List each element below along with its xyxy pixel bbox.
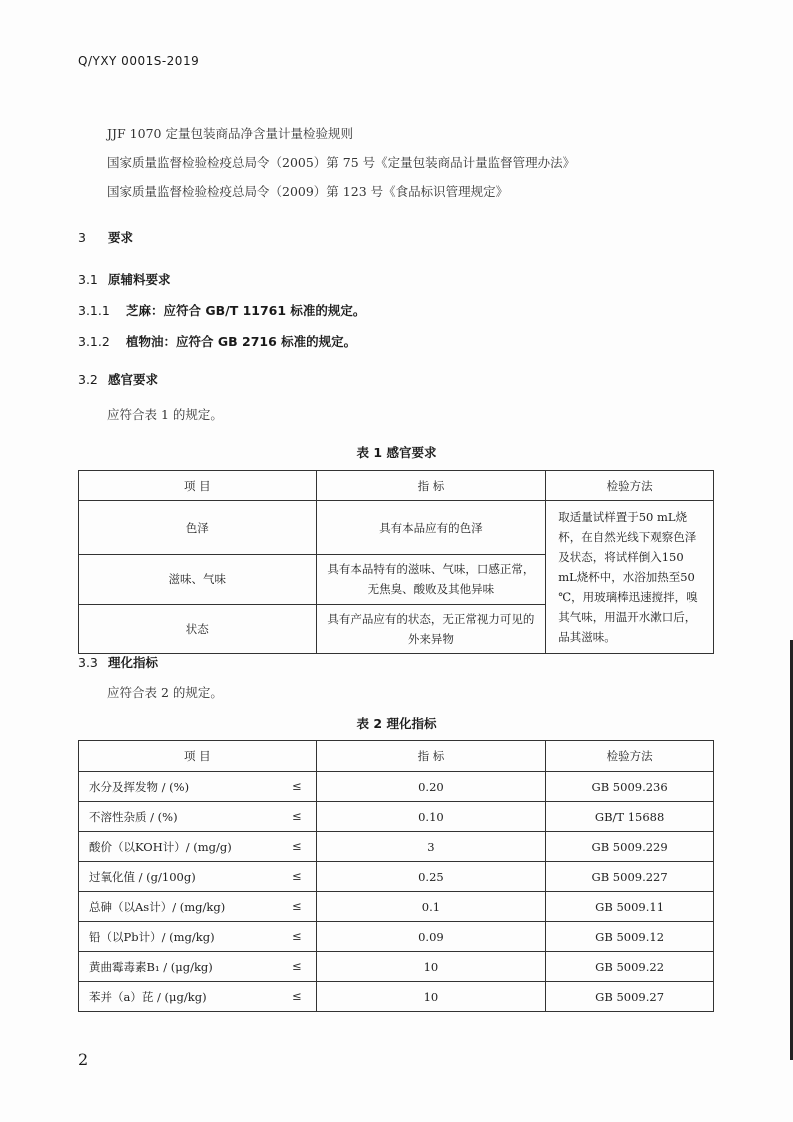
- item-label: 水分及挥发物 / (%): [89, 779, 190, 794]
- table-cell-value: 0.09: [316, 922, 546, 952]
- table-row: [79, 952, 714, 982]
- table-cell-method: GB 5009.12: [546, 922, 714, 952]
- sensory-requirements-table: [78, 470, 714, 654]
- section-title: 要求: [108, 230, 134, 245]
- table-cell-item: 滋味、气味: [79, 555, 317, 605]
- section-3-2-text: 应符合表 1 的规定。: [107, 407, 223, 422]
- table-cell-value: 0.20: [316, 772, 546, 802]
- table-cell-spec: 具有本品应有的色泽: [316, 501, 546, 555]
- table-row: [79, 892, 714, 922]
- table-2-caption: 表 2 理化指标: [356, 716, 437, 731]
- table-cell-value: 3: [316, 832, 546, 862]
- column-header-method: 检验方法: [546, 741, 714, 772]
- item-label: 铅（以Pb计）/ (mg/kg): [89, 929, 215, 944]
- section-3-1-heading: [78, 270, 171, 288]
- table-cell-item: [79, 772, 317, 802]
- section-3-1-2-heading: [78, 332, 356, 350]
- section-3-2-heading: [78, 370, 158, 388]
- table-cell-item: [79, 922, 317, 952]
- table-header-row: [79, 471, 714, 501]
- table-cell-method: 取适量试样置于50 mL烧杯，在自然光线下观察色泽及状态，将试样倒入150 mL烧杯中，水浴加热至50 ℃，用玻璃棒迅速搅拌，嗅其气味，用温开水漱口后，品其滋味。: [546, 501, 714, 654]
- section-number: 3: [78, 230, 86, 245]
- less-equal-symbol: ≤: [291, 838, 302, 853]
- table-cell-item: [79, 892, 317, 922]
- table-cell-value: 0.25: [316, 862, 546, 892]
- item-label: 不溶性杂质 / (%): [89, 809, 178, 824]
- table-cell-value: 10: [316, 952, 546, 982]
- table-row: [79, 802, 714, 832]
- table-cell-item: 状态: [79, 604, 317, 654]
- less-equal-symbol: ≤: [291, 868, 302, 883]
- table-cell-method: GB 5009.227: [546, 862, 714, 892]
- table-cell-method: GB/T 15688: [546, 802, 714, 832]
- table-cell-item: [79, 802, 317, 832]
- section-number: 3.2: [78, 372, 98, 387]
- section-3-3-text: 应符合表 2 的规定。: [107, 685, 223, 700]
- less-equal-symbol: ≤: [291, 808, 302, 823]
- table-cell-item: [79, 952, 317, 982]
- table-cell-value: 0.1: [316, 892, 546, 922]
- table-cell-spec: 具有产品应有的状态，无正常视力可见的外来异物: [316, 604, 546, 654]
- less-equal-symbol: ≤: [291, 898, 302, 913]
- section-title: 感官要求: [108, 372, 159, 387]
- reference-order-123: 国家质量监督检验检疫总局令（2009）第 123 号《食品标识管理规定》: [107, 184, 509, 199]
- table-row: [79, 862, 714, 892]
- table-cell-method: GB 5009.22: [546, 952, 714, 982]
- section-3-3-heading: [78, 653, 158, 671]
- table-row: [79, 501, 714, 555]
- page-number: 2: [78, 1050, 89, 1069]
- table-cell-method: GB 5009.11: [546, 892, 714, 922]
- column-header-item: 项 目: [79, 741, 317, 772]
- table-row: [79, 922, 714, 952]
- section-title: 理化指标: [108, 655, 159, 670]
- item-label: 酸价（以KOH计）/ (mg/g): [89, 839, 232, 854]
- section-number: 3.1.2: [78, 334, 110, 349]
- section-3-1-1-heading: [78, 301, 365, 319]
- item-label: 过氧化值 / (g/100g): [89, 869, 196, 884]
- table-cell-method: GB 5009.229: [546, 832, 714, 862]
- item-label: 总砷（以As计）/ (mg/kg): [89, 899, 226, 914]
- less-equal-symbol: ≤: [291, 988, 302, 1003]
- table-row: [79, 832, 714, 862]
- table-cell-value: 10: [316, 982, 546, 1012]
- column-header-method: 检验方法: [546, 471, 714, 501]
- table-header-row: [79, 741, 714, 772]
- table-cell-method: GB 5009.236: [546, 772, 714, 802]
- reference-order-75: 国家质量监督检验检疫总局令（2005）第 75 号《定量包装商品计量监督管理办法》: [107, 155, 576, 170]
- table-body: [79, 772, 714, 1012]
- table-cell-item: [79, 982, 317, 1012]
- less-equal-symbol: ≤: [291, 928, 302, 943]
- section-number: 3.3: [78, 655, 98, 670]
- table-cell-item: [79, 832, 317, 862]
- column-header-item: 项 目: [79, 471, 317, 501]
- table-cell-item: 色泽: [79, 501, 317, 555]
- physicochemical-indicators-table: [78, 740, 714, 1012]
- table-row: [79, 982, 714, 1012]
- section-3-heading: [78, 228, 133, 246]
- table-1-caption: 表 1 感官要求: [356, 445, 437, 460]
- less-equal-symbol: ≤: [291, 958, 302, 973]
- item-label: 黄曲霉毒素B₁ / (μg/kg): [89, 959, 213, 974]
- item-label: 苯并（a）芘 / (μg/kg): [89, 989, 207, 1004]
- column-header-spec: 指 标: [316, 741, 546, 772]
- table-cell-value: 0.10: [316, 802, 546, 832]
- section-title: 植物油：应符合 GB 2716 标准的规定。: [126, 334, 357, 349]
- section-title: 原辅料要求: [108, 272, 171, 287]
- section-number: 3.1: [78, 272, 98, 287]
- column-header-spec: 指 标: [316, 471, 546, 501]
- reference-jjf1070: JJF 1070 定量包装商品净含量计量检验规则: [107, 126, 353, 141]
- table-cell-method: GB 5009.27: [546, 982, 714, 1012]
- table-cell-item: [79, 862, 317, 892]
- section-title: 芝麻：应符合 GB/T 11761 标准的规定。: [126, 303, 366, 318]
- document-code: Q/YXY 0001S-2019: [78, 54, 200, 68]
- less-equal-symbol: ≤: [291, 778, 302, 793]
- section-number: 3.1.1: [78, 303, 110, 318]
- table-cell-spec: 具有本品特有的滋味、气味，口感正常，无焦臭、酸败及其他异味: [316, 555, 546, 605]
- table-row: [79, 772, 714, 802]
